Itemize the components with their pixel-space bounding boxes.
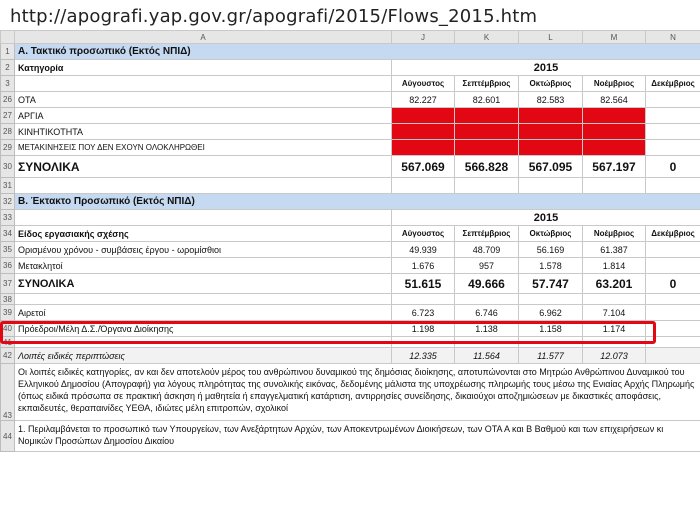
redacted-cell[interactable] — [392, 140, 455, 156]
total-cell[interactable]: 63.201 — [583, 274, 646, 294]
row-number[interactable]: 36 — [1, 258, 15, 274]
redacted-cell[interactable] — [583, 140, 646, 156]
value-cell[interactable]: 1.578 — [519, 258, 583, 274]
totals-label[interactable]: ΣΥΝΟΛΙΚΑ — [15, 274, 392, 294]
section-b-title[interactable]: Β. Έκτακτο Προσωπικό (Εκτός ΝΠΙΔ) — [15, 194, 700, 210]
section-b-title-row — [1, 194, 700, 210]
section-a-title-row — [1, 44, 700, 60]
spreadsheet-grid — [0, 30, 700, 452]
total-cell[interactable]: 0 — [646, 156, 700, 178]
row-number[interactable]: 39 — [1, 305, 15, 321]
total-cell[interactable]: 57.747 — [519, 274, 583, 294]
cell[interactable] — [583, 178, 646, 194]
value-cell[interactable]: 12.073 — [583, 348, 646, 364]
cell[interactable] — [646, 337, 700, 348]
special-cases-row — [1, 348, 700, 364]
total-cell[interactable]: 51.615 — [392, 274, 455, 294]
total-cell[interactable]: 567.197 — [583, 156, 646, 178]
total-cell[interactable]: 0 — [646, 274, 700, 294]
row-label[interactable]: ΑΡΓΙΑ — [15, 108, 392, 124]
value-cell[interactable]: 82.227 — [392, 92, 455, 108]
year-label[interactable]: 2015 — [392, 210, 700, 226]
row-label[interactable]: Ορισμένου χρόνου - συμβάσεις έργου - ωρομίσθιοι — [15, 242, 392, 258]
row-label[interactable]: ΟΤΑ — [15, 92, 392, 108]
column-header[interactable]: J — [392, 31, 455, 44]
value-cell[interactable]: 82.583 — [519, 92, 583, 108]
redacted-cell[interactable] — [583, 124, 646, 140]
select-all-corner[interactable] — [1, 31, 15, 44]
value-cell[interactable]: 1.174 — [583, 321, 646, 337]
row-number[interactable]: 41 — [1, 337, 15, 348]
value-cell[interactable]: 1.138 — [455, 321, 519, 337]
proedroi-row — [1, 321, 700, 337]
empty-row — [1, 178, 700, 194]
redacted-cell[interactable] — [392, 108, 455, 124]
row-number[interactable]: 31 — [1, 178, 15, 194]
column-header-row — [1, 31, 700, 44]
cell[interactable] — [392, 178, 455, 194]
cell[interactable] — [646, 294, 700, 305]
redacted-cell[interactable] — [392, 124, 455, 140]
argia-row — [1, 108, 700, 124]
row-number[interactable]: 27 — [1, 108, 15, 124]
value-cell[interactable]: 61.387 — [583, 242, 646, 258]
value-cell[interactable]: 12.335 — [392, 348, 455, 364]
section-b-year-row — [1, 210, 700, 226]
value-cell[interactable]: 56.169 — [519, 242, 583, 258]
row-number[interactable]: 44 — [1, 421, 15, 452]
column-header[interactable]: L — [519, 31, 583, 44]
totals-label[interactable]: ΣΥΝΟΛΙΚΑ — [15, 156, 392, 178]
cell[interactable] — [583, 294, 646, 305]
cell[interactable] — [455, 294, 519, 305]
column-header[interactable]: N — [646, 31, 700, 44]
empty-row — [1, 337, 700, 348]
row-number[interactable]: 35 — [1, 242, 15, 258]
section-b-totals-row — [1, 274, 700, 294]
ota-row — [1, 92, 700, 108]
cell[interactable] — [15, 178, 392, 194]
cell[interactable] — [455, 337, 519, 348]
row-number[interactable]: 26 — [1, 92, 15, 108]
cell[interactable] — [455, 178, 519, 194]
cell[interactable] — [646, 108, 700, 124]
cell[interactable] — [646, 124, 700, 140]
value-cell[interactable]: 1.814 — [583, 258, 646, 274]
row-label[interactable]: ΚΙΝΗΤΙΚΟΤΗΤΑ — [15, 124, 392, 140]
value-cell[interactable]: 82.601 — [455, 92, 519, 108]
value-cell[interactable]: 1.676 — [392, 258, 455, 274]
kinitikotita-row — [1, 124, 700, 140]
month-header[interactable]: Οκτώβριος — [519, 226, 583, 242]
note2-row — [1, 421, 700, 452]
value-cell[interactable]: 1.158 — [519, 321, 583, 337]
cell[interactable] — [15, 337, 392, 348]
airetoi-row — [1, 305, 700, 321]
footnote-2[interactable]: 1. Περιλαμβάνεται το προσωπικό των Υπουργείων, των Ανεξάρτητων Αρχών, των Αποκεντρωμένων Διοικήσεων, των ΟΤΑ Α και Β Βαθμού και των επιχειρήσεων κι Νομικών Προσώπων Δημοσίου Δικαίου — [15, 421, 700, 452]
total-cell[interactable]: 49.666 — [455, 274, 519, 294]
year-label[interactable]: 2015 — [392, 60, 700, 76]
value-cell[interactable]: 1.198 — [392, 321, 455, 337]
value-cell[interactable]: 957 — [455, 258, 519, 274]
value-cell[interactable] — [646, 242, 700, 258]
row-label[interactable]: Μετακλητοί — [15, 258, 392, 274]
row-number[interactable]: 3 — [1, 76, 15, 92]
footnote[interactable]: Οι λοιπές ειδικές κατηγορίες, αν και δεν αποτελούν μέρος του ανθρώπινου δυναμικού της δημόσιας διοίκησης, αποτυπώνονται στο Μητρώο Ανθρώπινου Δυναμικού του Ελληνικού Δημοσίου (Απογραφή) για λόγους πληρότητας της συνολικής εικόνας, δεδομένης μάλιστα της υποχρέωσης πληρωμής τους μέσω της Ενιαίας Αρχής Πληρωμής (όπως ειδικά πρόσωπα σε πρακτική άσκηση ή μαθητεία ή επαγγελματική κατάρτιση, αντιρρησίες συνείδησης, δικαιούχοι αποζημιώσεων με δικαστικές αποφάσεις, εκπαιδευτές, θεραπαινίδες ΥΕΘΑ, ιδιώτες μέλη επιτροπών, σχολικοί — [15, 364, 700, 421]
month-header[interactable]: Νοέμβριος — [583, 226, 646, 242]
row-label[interactable]: Πρόεδροι/Μέλη Δ.Σ./Όργανα Διοίκησης — [15, 321, 392, 337]
total-cell[interactable]: 567.095 — [519, 156, 583, 178]
value-cell[interactable] — [646, 258, 700, 274]
redacted-cell[interactable] — [455, 140, 519, 156]
value-cell[interactable] — [646, 321, 700, 337]
total-cell[interactable]: 566.828 — [455, 156, 519, 178]
value-cell[interactable]: 48.709 — [455, 242, 519, 258]
value-cell[interactable]: 11.577 — [519, 348, 583, 364]
cell[interactable] — [519, 178, 583, 194]
section-b-months-row — [1, 226, 700, 242]
section-a-year-row — [1, 60, 700, 76]
value-cell[interactable] — [646, 305, 700, 321]
row-number[interactable]: 33 — [1, 210, 15, 226]
redacted-cell[interactable] — [519, 108, 583, 124]
cell[interactable] — [519, 294, 583, 305]
month-header[interactable]: Σεπτέμβριος — [455, 226, 519, 242]
month-header[interactable]: Αύγουστος — [392, 76, 455, 92]
metaklitoi-row — [1, 258, 700, 274]
month-header[interactable]: Δεκέμβριος — [646, 226, 700, 242]
value-cell[interactable]: 82.564 — [583, 92, 646, 108]
cell[interactable] — [15, 294, 392, 305]
spreadsheet[interactable] — [0, 30, 700, 518]
cell[interactable] — [15, 210, 392, 226]
value-cell[interactable]: 6.746 — [455, 305, 519, 321]
total-cell[interactable]: 567.069 — [392, 156, 455, 178]
metakiniseis-row — [1, 140, 700, 156]
redacted-cell[interactable] — [455, 108, 519, 124]
redacted-cell[interactable] — [519, 124, 583, 140]
month-header[interactable]: Αύγουστος — [392, 226, 455, 242]
redacted-cell[interactable] — [455, 124, 519, 140]
row-label[interactable]: ΜΕΤΑΚΙΝΗΣΕΙΣ ΠΟΥ ΔΕΝ ΕΧΟΥΝ ΟΛΟΚΛΗΡΩΘΕΙ — [15, 140, 392, 156]
row-number[interactable]: 1 — [1, 44, 15, 60]
section-a-title[interactable]: Α. Τακτικό προσωπικό (Εκτός ΝΠΙΔ) — [15, 44, 700, 60]
row-number[interactable]: 28 — [1, 124, 15, 140]
row-number[interactable]: 32 — [1, 194, 15, 210]
row-number[interactable]: 2 — [1, 60, 15, 76]
row-number[interactable]: 37 — [1, 274, 15, 294]
type-label[interactable]: Είδος εργασιακής σχέσης — [15, 226, 392, 242]
row-number[interactable]: 43 — [1, 364, 15, 421]
value-cell[interactable]: 49.939 — [392, 242, 455, 258]
month-header[interactable]: Δεκέμβριος — [646, 76, 700, 92]
contracts-row — [1, 242, 700, 258]
column-header[interactable]: A — [15, 31, 392, 44]
value-cell[interactable]: 11.564 — [455, 348, 519, 364]
row-number[interactable]: 40 — [1, 321, 15, 337]
redacted-cell[interactable] — [519, 140, 583, 156]
row-number[interactable]: 42 — [1, 348, 15, 364]
empty-row — [1, 294, 700, 305]
column-header[interactable]: K — [455, 31, 519, 44]
cell[interactable] — [392, 294, 455, 305]
value-cell[interactable]: 7.104 — [583, 305, 646, 321]
page-url: http://apografi.yap.gov.gr/apografi/2015/Flows_2015.htm — [10, 6, 538, 27]
row-number[interactable]: 29 — [1, 140, 15, 156]
section-a-months-row — [1, 76, 700, 92]
row-label[interactable]: Αιρετοί — [15, 305, 392, 321]
month-header[interactable]: Σεπτέμβριος — [455, 76, 519, 92]
value-cell[interactable]: 6.723 — [392, 305, 455, 321]
cell[interactable] — [392, 337, 455, 348]
note-row — [1, 364, 700, 421]
column-header[interactable]: M — [583, 31, 646, 44]
month-header[interactable]: Οκτώβριος — [519, 76, 583, 92]
category-label[interactable]: Κατηγορία — [15, 60, 392, 76]
value-cell[interactable] — [646, 348, 700, 364]
value-cell[interactable]: 6.962 — [519, 305, 583, 321]
redacted-cell[interactable] — [583, 108, 646, 124]
value-cell[interactable] — [646, 92, 700, 108]
cell[interactable] — [646, 140, 700, 156]
row-number[interactable]: 34 — [1, 226, 15, 242]
cell[interactable] — [583, 337, 646, 348]
cell[interactable] — [519, 337, 583, 348]
row-number[interactable]: 30 — [1, 156, 15, 178]
cell[interactable] — [15, 76, 392, 92]
row-number[interactable]: 38 — [1, 294, 15, 305]
row-label[interactable]: Λοιπές ειδικές περιπτώσεις — [15, 348, 392, 364]
section-a-totals-row — [1, 156, 700, 178]
month-header[interactable]: Νοέμβριος — [583, 76, 646, 92]
cell[interactable] — [646, 178, 700, 194]
